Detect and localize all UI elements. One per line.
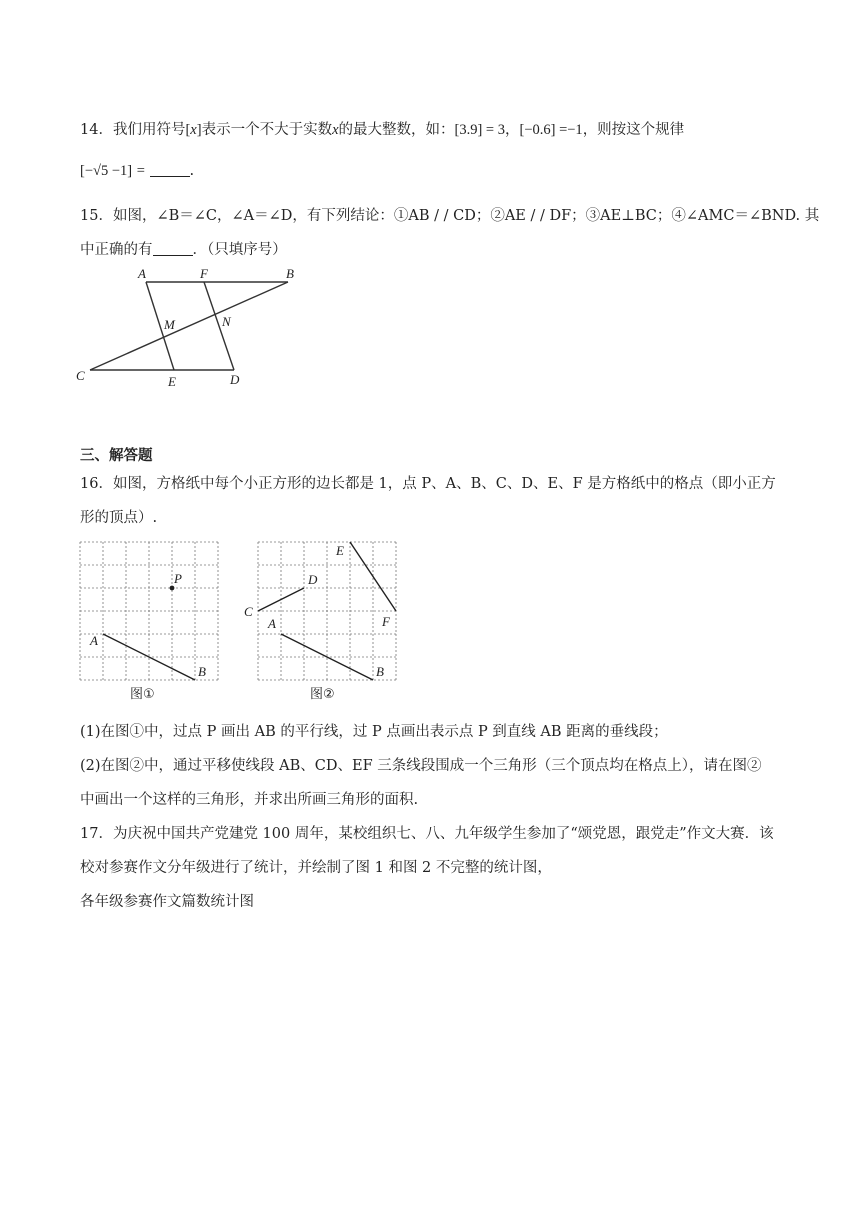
q14-var-x: x xyxy=(332,122,339,138)
label-n: N xyxy=(222,314,231,329)
q14-example-1: [3.9] = 3 xyxy=(454,122,505,138)
label-b: B xyxy=(286,266,294,281)
label-a: A xyxy=(268,616,276,631)
label-c: C xyxy=(244,604,253,619)
label-e: E xyxy=(336,543,344,558)
q17-line1: 17．为庆祝中国共产党建党 100 周年，某校组织七、八、九年级学生参加了“颂党恩，跟党走”作文大赛．该 xyxy=(80,826,774,842)
segment-ef xyxy=(350,542,396,611)
point-p xyxy=(170,586,175,591)
q14-equals: = xyxy=(136,163,145,179)
label-c: C xyxy=(76,368,85,383)
q16-part1: (1)在图①中，过点 P 画出 AB 的平行线，过 P 点画出表示点 P 到直线 AB 距离的垂线段； xyxy=(80,724,668,740)
q15-line1: 15．如图，∠B＝∠C，∠A＝∠D，有下列结论：①AB / / CD；②AE / / DF；③AE⊥BC；④∠AMC＝∠BND. 其 xyxy=(80,208,820,224)
q14-example-2: [−0.6] =−1 xyxy=(519,122,583,138)
section-title: 三、解答题 xyxy=(80,447,153,464)
q14-line1: 14．我们用符号[x]表示一个不大于实数x的最大整数，如：[3.9] = 3，[−0.6] =−1，则按这个规律 xyxy=(80,122,685,138)
q15-text-pre: 中正确的有 xyxy=(80,242,153,258)
q14-expression: [−√5 −1] xyxy=(80,163,133,179)
q16-line2: 形的顶点）. xyxy=(80,510,158,526)
grid-lines xyxy=(258,542,396,680)
label-b: B xyxy=(376,664,384,679)
q15-text-post: ．（只填序号） xyxy=(192,242,287,258)
q16-part2-line2: 中画出一个这样的三角形，并求出所画三角形的面积. xyxy=(80,792,419,808)
q14-text-post: ，则按这个规律 xyxy=(582,122,685,138)
q14-answer-blank[interactable] xyxy=(150,162,190,177)
label-d: D xyxy=(230,372,240,387)
q15-answer-blank[interactable] xyxy=(153,241,193,256)
figure-2-caption: 图② xyxy=(310,687,335,702)
label-m: M xyxy=(164,317,175,332)
label-p: P xyxy=(174,571,182,586)
figure-1-caption: 图① xyxy=(130,687,155,702)
label-d: D xyxy=(308,572,318,587)
q14-text-pre: 14．我们用符号 xyxy=(80,122,186,138)
q14-line2: [−√5 −1] = . xyxy=(80,163,195,179)
q16-part2-line1: (2)在图②中，通过平移使线段 AB、CD、EF 三条线段围成一个三角形（三个顶点均在格点上），请在图② xyxy=(80,758,762,774)
q15-figure xyxy=(70,262,310,392)
label-a: A xyxy=(90,633,98,648)
label-b: B xyxy=(198,664,206,679)
q15-line2 xyxy=(80,238,287,259)
label-e: E xyxy=(168,374,176,389)
segment-cb xyxy=(90,282,288,370)
q16-figure-1 xyxy=(70,536,230,706)
label-f: F xyxy=(382,614,390,629)
grid-lines xyxy=(80,542,218,680)
q14-bracket: [x] xyxy=(185,122,202,138)
q17-line2: 校对参赛作文分年级进行了统计，并绘制了图 1 和图 2 不完整的统计图， xyxy=(80,860,552,876)
q14-text-mid: 表示一个不大于实数 xyxy=(201,122,333,138)
q16-figure-2 xyxy=(240,536,410,706)
label-f: F xyxy=(200,266,208,281)
q14-text-mid2: 的最大整数，如： xyxy=(338,122,455,138)
label-a: A xyxy=(138,266,146,281)
q17-chart-title: 各年级参赛作文篇数统计图 xyxy=(80,894,254,910)
q16-line1: 16．如图，方格纸中每个小正方形的边长都是 1，点 P、A、B、C、D、E、F 是方格纸中的格点（即小正方 xyxy=(80,476,776,492)
